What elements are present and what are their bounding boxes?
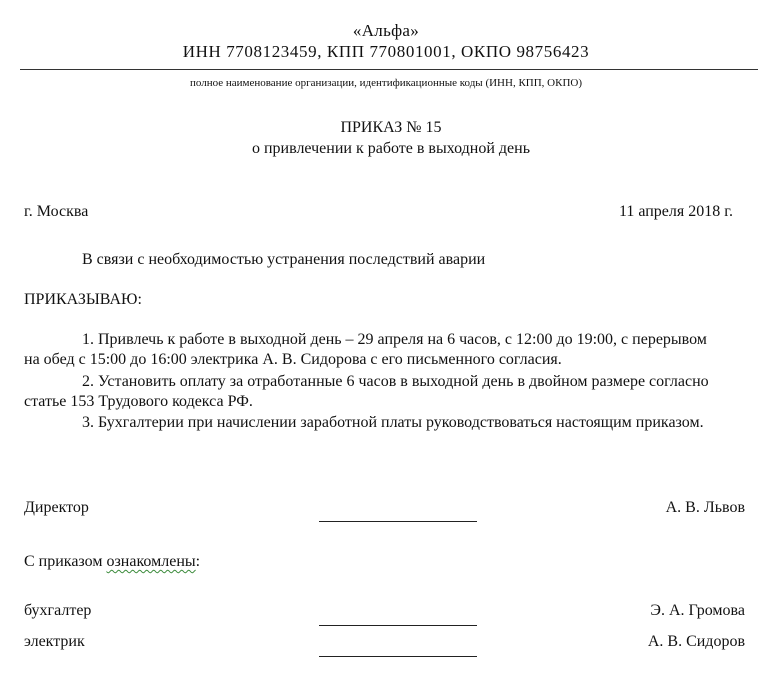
order-item-2: 2. Установить оплату за отработанные 6 часов в выходной день в двойном размере согласно статье 153 Трудового кодекса РФ.	[24, 373, 709, 410]
order-item-1: 1. Привлечь к работе в выходной день – 29 апреля на 6 часов, с 12:00 до 19:00, с перерывом на обед с 15:00 до 16:00 электрика А. В. Сидорова с его письменного согласия.	[24, 331, 707, 368]
signer-title-electrician: электрик	[24, 633, 85, 650]
organization-caption: полное наименование организации, идентификационные коды (ИНН, КПП, ОКПО)	[189, 77, 582, 89]
acquainted-suffix: :	[195, 553, 201, 570]
order-item-3: 3. Бухгалтерии при начислении заработной платы руководствоваться настоящим приказом.	[82, 414, 704, 431]
order-subject: о привлечении к работе в выходной день	[251, 140, 531, 157]
signer-name-accountant: Э. А. Громова	[650, 602, 745, 619]
signer-title-accountant: бухгалтер	[24, 602, 92, 619]
acquainted-prefix: С приказом	[24, 553, 107, 570]
signer-name-electrician: А. В. Сидоров	[647, 633, 745, 650]
order-title: ПРИКАЗ № 15	[340, 119, 442, 136]
accountant-signature-line	[319, 625, 477, 626]
electrician-signature-line	[319, 656, 477, 657]
organization-name: «Альфа»	[352, 21, 420, 40]
director-signature-line	[319, 521, 477, 522]
organization-codes: ИНН 7708123459, КПП 770801001, ОКПО 98756423	[182, 42, 590, 61]
city: г. Москва	[24, 203, 89, 220]
order-date: 11 апреля 2018 г.	[618, 203, 733, 220]
acquainted-word: ознакомлены	[106, 553, 196, 570]
order-reason: В связи с необходимостью устранения последствий аварии	[82, 251, 486, 268]
acquainted-caption	[24, 552, 200, 572]
order-directive: ПРИКАЗЫВАЮ:	[24, 291, 142, 308]
organization-underline	[20, 69, 758, 70]
director-title: Директор	[24, 499, 89, 516]
director-name: А. В. Львов	[665, 499, 745, 516]
